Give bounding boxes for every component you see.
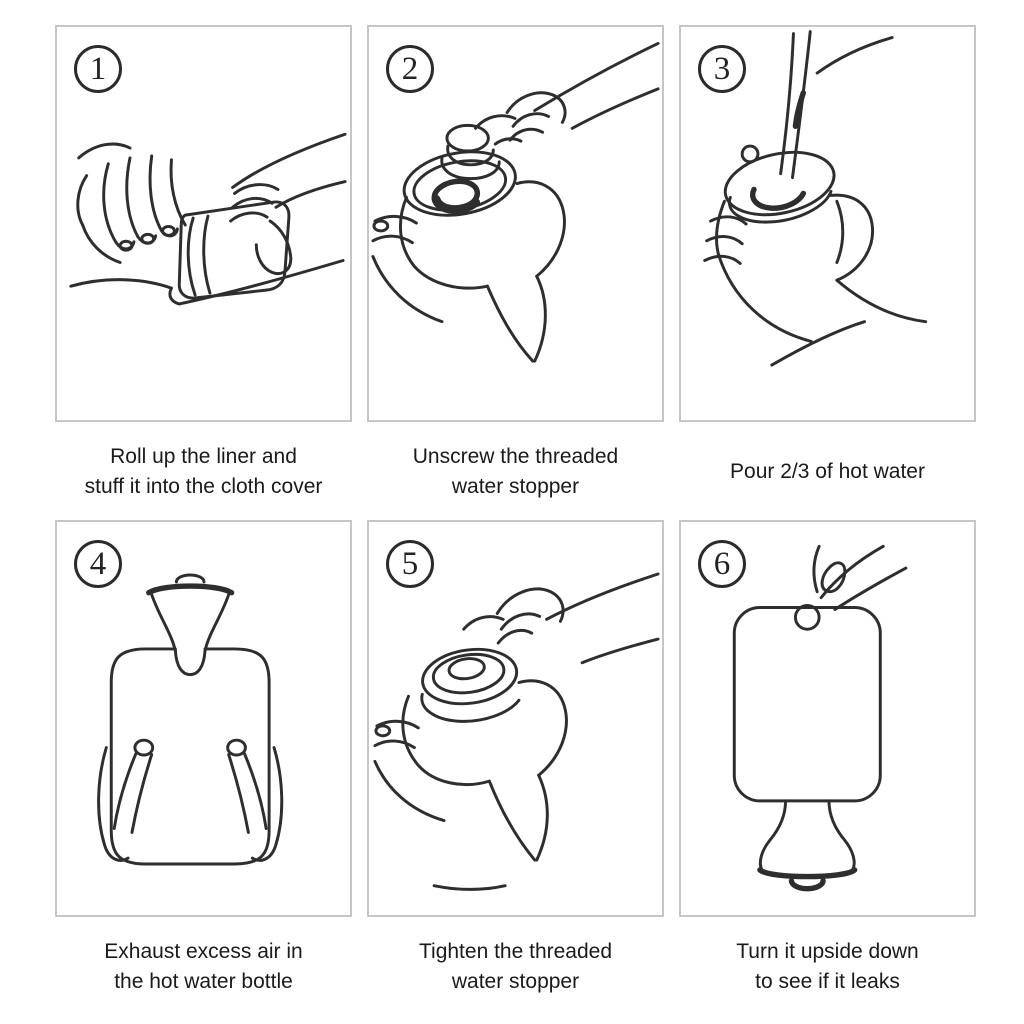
caption-line: Pour 2/3 of hot water [730, 460, 925, 483]
bottle-cap-neck-drawing [149, 575, 232, 675]
caption-line: Turn it upside down [736, 940, 919, 963]
step-4-number-badge: 4 [74, 540, 122, 588]
bottle-mouth-drawing [399, 144, 520, 224]
bell-neck-drawing [760, 801, 855, 889]
caption-line: Roll up the liner and [110, 445, 297, 468]
caption-line: stuff it into the cloth cover [84, 475, 323, 498]
step-2 [367, 25, 664, 504]
caption-line: Exhaust excess air in [104, 940, 303, 963]
step-3-panel [679, 25, 976, 422]
step-3 [679, 25, 976, 504]
step-1-panel [55, 25, 352, 422]
stopper-drawing [419, 644, 520, 722]
right-hand-drawing [231, 134, 345, 273]
caption-line: water stopper [451, 475, 580, 498]
step-4 [55, 520, 352, 999]
left-hand-drawing [99, 740, 153, 860]
shadow-line [434, 886, 505, 890]
upper-arm-hand-drawing [476, 43, 659, 144]
bottle-mouth-drawing [719, 143, 839, 224]
step-1-number-badge: 1 [74, 45, 122, 93]
step-5 [367, 520, 664, 999]
step-6 [679, 520, 976, 999]
rolled-liner-drawing [179, 202, 289, 298]
step-2-panel [367, 25, 664, 422]
step-5-number-badge: 5 [386, 540, 434, 588]
step-2-number-badge: 2 [386, 45, 434, 93]
caption-line: to see if it leaks [755, 970, 900, 993]
step-2-caption [367, 440, 664, 504]
caption-line: the hot water bottle [114, 970, 293, 993]
water-stream-drawing [781, 32, 892, 178]
right-hand-drawing [228, 740, 282, 860]
step-5-caption [367, 935, 664, 999]
upside-down-bottle-drawing [734, 606, 880, 801]
step-6-number-badge: 6 [698, 540, 746, 588]
step-1-caption [55, 440, 352, 504]
caption-line: Tighten the threaded [418, 940, 613, 963]
step-6-caption [679, 935, 976, 999]
step-4-panel [55, 520, 352, 917]
caption-line: water stopper [451, 970, 580, 993]
step-6-panel [679, 520, 976, 917]
upper-arm-hand-drawing [464, 574, 658, 663]
bottle-body-drawing [403, 696, 490, 784]
pinching-fingers-drawing [814, 546, 906, 609]
left-hand-drawing [78, 144, 185, 262]
step-3-number-badge: 3 [698, 45, 746, 93]
holding-hand-drawing [705, 195, 926, 365]
step-5-panel [367, 520, 664, 917]
caption-line: Unscrew the threaded [412, 445, 619, 468]
step-3-caption [679, 440, 976, 504]
step-1 [55, 25, 352, 504]
step-4-caption [55, 935, 352, 999]
steps-grid [55, 25, 976, 999]
